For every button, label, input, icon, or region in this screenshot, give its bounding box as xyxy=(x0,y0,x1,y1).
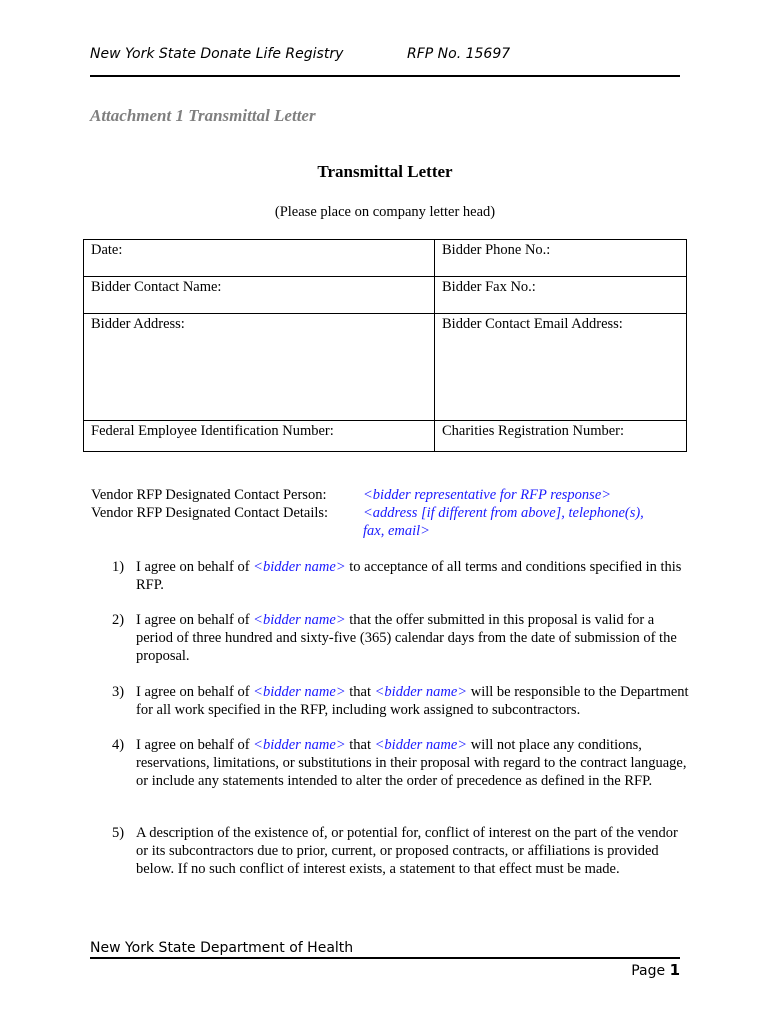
table-row xyxy=(84,277,687,314)
page-number: Page 1 xyxy=(631,961,680,979)
item-text: I agree on behalf of <bidder name> that <bidder name> will be responsible to the Department for all work specified in the RFP, including work assigned to subcontractors. xyxy=(136,684,689,718)
table-row xyxy=(84,421,687,452)
field-label: Bidder Contact Name: xyxy=(91,279,222,295)
item-number: 4) xyxy=(112,737,125,753)
bidder-contact-name-field[interactable] xyxy=(84,277,435,314)
document-subtitle: (Please place on company letter head) xyxy=(274,204,496,220)
item-text: A description of the existence of, or potential for, conflict of interest on the part of the vendor or its subcontractors due to prior, current, or proposed contracts, or affiliations is provided below. If no such conflict of interest exists, a statement to that effect must be made. xyxy=(136,825,678,877)
field-label: Bidder Phone No.: xyxy=(442,242,551,258)
item-number: 5) xyxy=(112,825,125,841)
bidder-name-placeholder: <bidder name> xyxy=(253,737,346,753)
item-text: I agree on behalf of <bidder name> to acceptance of all terms and conditions specified in this RFP. xyxy=(136,559,682,593)
fein-field[interactable] xyxy=(84,421,435,452)
field-label: Bidder Address: xyxy=(91,316,185,332)
contact-details-placeholder: <address [if different from above], telephone(s), xyxy=(363,505,644,521)
item-text: I agree on behalf of <bidder name> that the offer submitted in this proposal is valid for a period of three hundred and sixty-five (365) calendar days from the date of submission of the proposal. xyxy=(136,612,677,664)
item-number: 3) xyxy=(112,684,125,700)
document-title: Transmittal Letter xyxy=(317,162,453,181)
contact-person-placeholder: <bidder representative for RFP response> xyxy=(363,487,612,503)
footer-department: New York State Department of Health xyxy=(90,940,354,956)
contact-details-label: Vendor RFP Designated Contact Details: xyxy=(91,505,329,521)
header-rfp-number: RFP No. 15697 xyxy=(407,46,511,62)
field-label: Federal Employee Identification Number: xyxy=(91,423,334,439)
item-text: I agree on behalf of <bidder name> that <bidder name> will not place any conditions, reservations, limitations, or substitutions in their proposal with regard to the contract language, or include any statements intended to alter the order of precedence as defined in the RFP. xyxy=(136,737,687,789)
field-label: Bidder Contact Email Address: xyxy=(442,316,623,332)
bidder-info-table xyxy=(83,239,687,452)
footer-divider xyxy=(90,957,680,959)
header-divider xyxy=(90,75,680,77)
date-field[interactable] xyxy=(84,240,435,277)
list-item xyxy=(112,824,692,878)
item-number: 1) xyxy=(112,559,125,575)
contact-person-label: Vendor RFP Designated Contact Person: xyxy=(91,487,327,503)
field-label: Date: xyxy=(91,242,123,258)
list-item xyxy=(112,683,692,719)
item-number: 2) xyxy=(112,612,125,628)
table-row xyxy=(84,314,687,421)
charities-registration-field[interactable] xyxy=(435,421,687,452)
table-row xyxy=(84,240,687,277)
attachment-title: Attachment 1 Transmittal Letter xyxy=(90,106,316,125)
bidder-email-field[interactable] xyxy=(435,314,687,421)
bidder-name-placeholder: <bidder name> xyxy=(253,612,346,628)
bidder-address-field[interactable] xyxy=(84,314,435,421)
bidder-name-placeholder: <bidder name> xyxy=(374,684,468,700)
bidder-name-placeholder: <bidder name> xyxy=(374,737,468,753)
list-item xyxy=(112,611,692,665)
list-item xyxy=(112,558,692,594)
field-label: Bidder Fax No.: xyxy=(442,279,536,295)
bidder-name-placeholder: <bidder name> xyxy=(253,559,346,575)
bidder-fax-field[interactable] xyxy=(435,277,687,314)
list-item xyxy=(112,736,692,790)
header-registry-name: New York State Donate Life Registry xyxy=(90,46,344,62)
field-label: Charities Registration Number: xyxy=(442,423,625,439)
bidder-phone-field[interactable] xyxy=(435,240,687,277)
bidder-name-placeholder: <bidder name> xyxy=(253,684,346,700)
contact-details-placeholder-cont: fax, email> xyxy=(363,523,430,539)
